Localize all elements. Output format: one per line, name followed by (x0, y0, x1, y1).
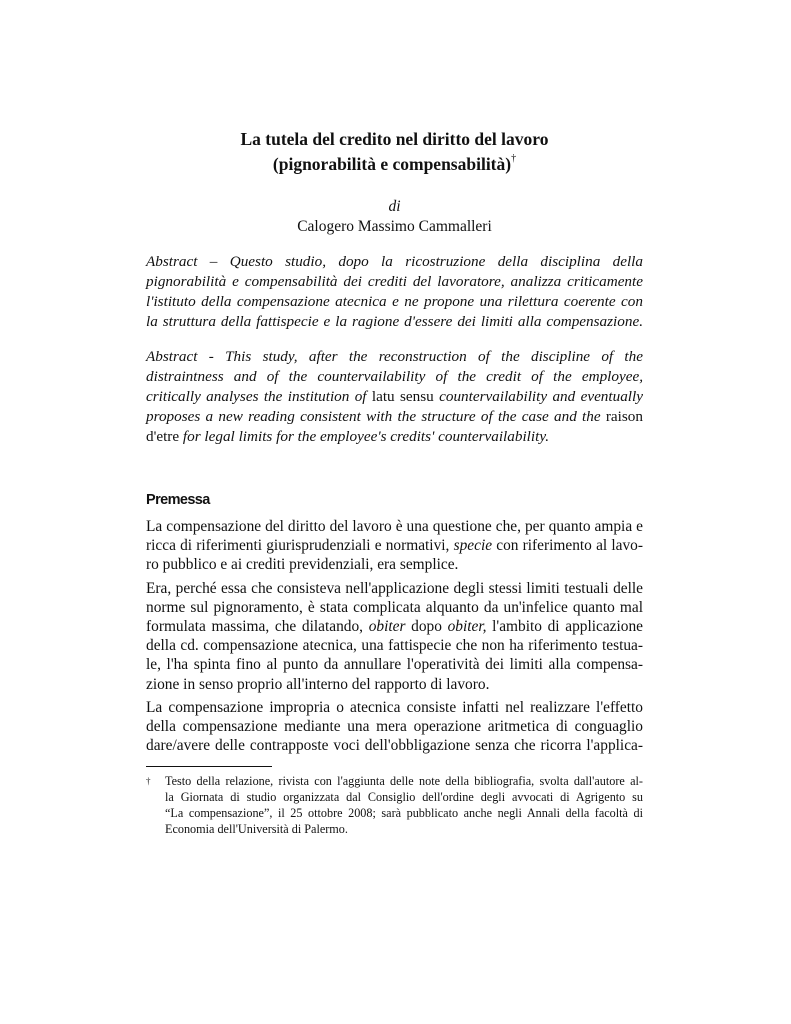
paragraph-line: della compensazione mediante una mera operazione aritmetica di conguaglio (146, 718, 643, 736)
text-fragment: obiter (368, 618, 406, 636)
footnote-line: “La compensazione”, il 25 ottobre 2008; sarà pubblicato anche negli Annali della facoltà di (165, 806, 643, 820)
abstract-en-line: Abstract - This study, after the reconstruction of the discipline of the (146, 348, 643, 365)
paragraph-1 (146, 517, 643, 575)
abstract-en-line (146, 427, 643, 447)
text-fragment: specie (453, 537, 493, 555)
footnote-line: la Giornata di studio organizzata dal Consiglio dell'ordine degli avvocati di Agrigento su (165, 790, 643, 804)
by-label: di (388, 198, 401, 215)
paragraph-2 (146, 579, 643, 694)
paragraph-line: La compensazione del diritto del lavoro è una questione che, per quanto ampia e (146, 518, 643, 535)
abstract-en-fragment: proposes a new reading consistent with the structure of the case and the (146, 408, 606, 425)
abstract-italian (146, 252, 643, 332)
text-fragment: dopo (405, 618, 448, 636)
paper-title-line-1: La tutela del credito nel diritto del lavoro (240, 129, 549, 149)
abstract-en-fragment: latu sensu (371, 388, 434, 405)
abstract-en-line (146, 387, 643, 407)
footnote-line: Testo della relazione, rivista con l'aggiunta delle note della bibliografia, svolta dall'autore al- (165, 774, 643, 788)
footnote (146, 773, 643, 837)
abstract-english (146, 347, 643, 447)
paragraph-line: norme sul pignoramento, è stata complicata alquanto da un'infelice quanto mal (146, 598, 643, 616)
paragraph-line: della cd. compensazione atecnica, una fattispecie che non ha riferimento testua- (146, 637, 643, 655)
abstract-en-line (146, 407, 643, 427)
paragraph-line (146, 617, 643, 636)
abstract-it-line: Abstract – Questo studio, dopo la ricostruzione della disciplina della (146, 253, 643, 270)
section-body (146, 517, 643, 759)
abstract-it-line: pignorabilità e compensabilità dei crediti del lavoratore, analizza criticamente (146, 273, 643, 290)
abstract-en-fragment: countervailability and eventually (433, 388, 643, 405)
paragraph-3 (146, 698, 643, 756)
abstract-it-line: la struttura della fattispecie e la ragione d'essere dei limiti alla compensazione. (146, 313, 643, 330)
footnote-divider (146, 766, 272, 767)
footnote-mark: † (146, 776, 151, 786)
paragraph-line: le, l'ha spinta fino al punto da annullare l'operatività dei limiti alla compensa- (146, 656, 643, 674)
paper-title-line-2 (146, 150, 643, 175)
text-fragment: l'ambito di applicazione (486, 618, 644, 636)
paper-title-text: (pignorabilità e compensabilità) (272, 153, 512, 174)
paragraph-line: Era, perché essa che consisteva nell'applicazione degli stessi limiti testuali delle (146, 579, 643, 597)
paragraph-line: ro pubblico e ai crediti previdenziali, era semplice. (146, 556, 459, 574)
text-fragment: con riferimento al lavo- (492, 537, 643, 555)
section-heading: Premessa (146, 492, 210, 508)
abstract-en-fragment: raison (605, 408, 643, 425)
abstract-en-fragment: d'etre (146, 428, 183, 445)
text-fragment: ricca di riferimenti giurisprudenziali e normativi, (146, 537, 454, 555)
paragraph-line: dare/avere delle contrapposte voci dell'obbligazione senza che ricorra l'applica- (146, 737, 643, 755)
footnote-text (165, 773, 643, 837)
paragraph-line: zione in senso proprio all'interno del rapporto di lavoro. (146, 675, 490, 693)
paragraph-line: La compensazione impropria o atecnica consiste infatti nel realizzare l'effetto (146, 698, 643, 716)
footnote-line: Economia dell'Università di Palermo. (165, 822, 348, 836)
text-fragment: obiter, (447, 618, 487, 636)
abstract-en-line: distraintness and of the countervailability of the credit of the employee, (146, 368, 643, 385)
abstract-en-fragment: for legal limits for the employee's credits' countervailability. (182, 428, 550, 445)
author-name: Calogero Massimo Cammalleri (297, 218, 492, 235)
abstract-en-fragment: critically analyses the institution of (146, 388, 372, 405)
text-fragment: formulata massima, che dilatando, (146, 618, 369, 636)
paragraph-line (146, 536, 643, 555)
title-footnote-mark[interactable]: † (511, 153, 517, 164)
abstract-it-line: l'istituto della compensazione atecnica e ne propone una rilettura coerente con (146, 293, 643, 310)
